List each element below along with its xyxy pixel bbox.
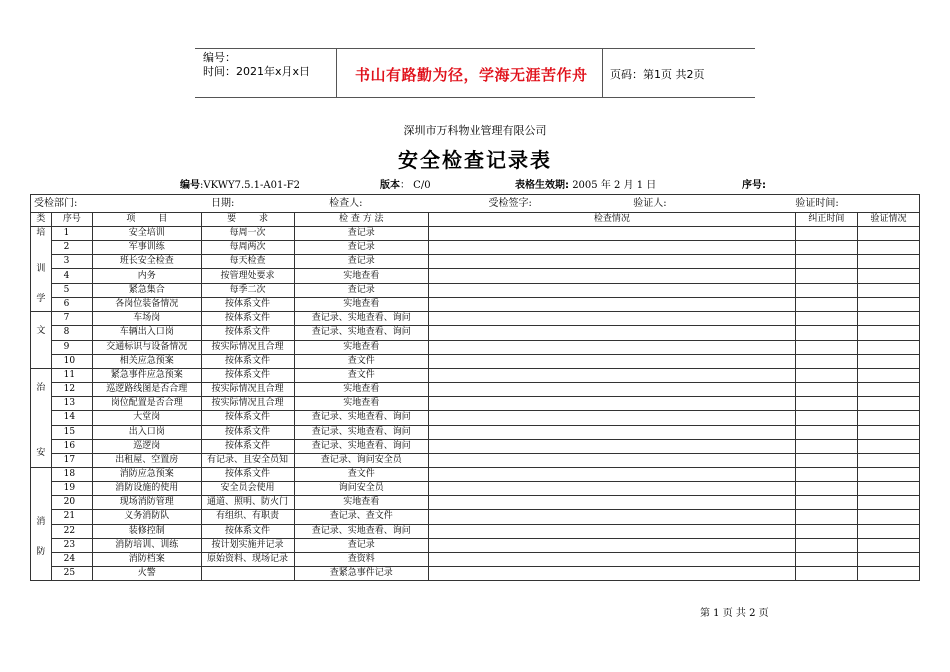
table-row	[31, 354, 920, 368]
row-requirement: 有组织、有职责	[201, 510, 294, 524]
row-requirement: 按体系文件	[201, 297, 294, 311]
row-number: 16	[51, 439, 92, 453]
inspection-table	[30, 194, 920, 581]
row-number: 24	[51, 552, 92, 566]
table-row	[31, 326, 920, 340]
row-number: 13	[51, 397, 92, 411]
table-row	[31, 439, 920, 453]
row-method: 查记录	[294, 227, 428, 241]
table-row	[31, 524, 920, 538]
category-label: 安	[36, 448, 46, 458]
row-number: 1	[51, 227, 92, 241]
row-result-cell[interactable]	[428, 255, 795, 269]
row-verify-cell[interactable]	[857, 439, 919, 453]
table-row	[31, 340, 920, 354]
row-number: 8	[51, 326, 92, 340]
row-correction-cell[interactable]	[795, 397, 857, 411]
row-requirement: 安全员会使用	[201, 482, 294, 496]
row-verify-cell[interactable]	[857, 496, 919, 510]
row-method: 查紧急事件记录	[294, 566, 428, 580]
meta-code-label: 编号	[180, 180, 200, 191]
row-requirement: 按实际情况且合理	[201, 383, 294, 397]
row-number: 5	[51, 283, 92, 297]
document-title: 安全检查记录表	[398, 148, 552, 172]
row-correction-cell[interactable]	[795, 269, 857, 283]
row-item: 车辆出入口岗	[93, 326, 202, 340]
row-result-cell[interactable]	[428, 269, 795, 283]
page-footer: 第 1 页 共 2 页	[700, 608, 769, 619]
table-row	[31, 269, 920, 283]
row-item: 火警	[93, 566, 202, 580]
row-number: 11	[51, 369, 92, 383]
table-row	[31, 510, 920, 524]
row-method: 查记录	[294, 241, 428, 255]
row-result-cell[interactable]	[428, 538, 795, 552]
row-result-cell[interactable]	[428, 552, 795, 566]
row-item: 消防档案	[93, 552, 202, 566]
row-result-cell[interactable]	[428, 510, 795, 524]
meta-version-label: 版本	[380, 180, 400, 191]
row-verify-cell[interactable]	[857, 411, 919, 425]
row-number: 22	[51, 524, 92, 538]
row-item: 岗位配置是否合理	[93, 397, 202, 411]
row-verify-cell[interactable]	[857, 383, 919, 397]
header-left	[203, 51, 310, 79]
table-body	[31, 227, 920, 581]
row-requirement: 按实际情况且合理	[201, 340, 294, 354]
row-verify-cell[interactable]	[857, 552, 919, 566]
row-correction-cell[interactable]	[795, 383, 857, 397]
table-row	[31, 552, 920, 566]
row-number: 25	[51, 566, 92, 580]
table-row	[31, 496, 920, 510]
col-header: 要 求	[201, 213, 294, 227]
row-result-cell[interactable]	[428, 397, 795, 411]
row-method: 查记录、询问安全员	[294, 453, 428, 467]
row-requirement: 按管理处要求	[201, 269, 294, 283]
row-correction-cell[interactable]	[795, 510, 857, 524]
row-result-cell[interactable]	[428, 283, 795, 297]
col-header: 项 目	[93, 213, 202, 227]
category-label: 培	[36, 228, 46, 238]
row-item: 各岗位装备情况	[93, 297, 202, 311]
category-cell	[31, 468, 52, 581]
row-verify-cell[interactable]	[857, 297, 919, 311]
row-method: 查记录	[294, 283, 428, 297]
row-method: 实地查看	[294, 496, 428, 510]
meta-effective-label: 表格生效期:	[515, 180, 569, 191]
row-item: 装修控制	[93, 524, 202, 538]
row-method: 查记录、实地查看、询问	[294, 411, 428, 425]
row-method: 实地查看	[294, 397, 428, 411]
table-row	[31, 566, 920, 580]
meta-serial	[742, 176, 766, 191]
row-number: 4	[51, 269, 92, 283]
form-info-row	[31, 195, 920, 213]
row-correction-cell[interactable]	[795, 425, 857, 439]
row-method: 实地查看	[294, 383, 428, 397]
col-header: 验证情况	[857, 213, 919, 227]
row-method: 实地查看	[294, 297, 428, 311]
row-result-cell[interactable]	[428, 439, 795, 453]
row-method: 查记录、实地查看、询问	[294, 425, 428, 439]
table-row	[31, 255, 920, 269]
table-row	[31, 297, 920, 311]
row-number: 12	[51, 383, 92, 397]
row-item: 车场岗	[93, 312, 202, 326]
table-row	[31, 411, 920, 425]
row-requirement: 每季二次	[201, 283, 294, 297]
row-correction-cell[interactable]	[795, 241, 857, 255]
row-verify-cell[interactable]	[857, 425, 919, 439]
table-row	[31, 425, 920, 439]
row-result-cell[interactable]	[428, 227, 795, 241]
row-correction-cell[interactable]	[795, 552, 857, 566]
row-item: 安全培训	[93, 227, 202, 241]
meta-version	[380, 176, 431, 191]
category-label: 训	[36, 264, 46, 274]
row-method: 查记录	[294, 538, 428, 552]
row-number: 19	[51, 482, 92, 496]
row-requirement	[201, 566, 294, 580]
row-item: 消防培训、训练	[93, 538, 202, 552]
row-correction-cell[interactable]	[795, 326, 857, 340]
row-method: 实地查看	[294, 269, 428, 283]
row-result-cell[interactable]	[428, 468, 795, 482]
row-item: 现场消防管理	[93, 496, 202, 510]
table-row	[31, 468, 920, 482]
row-verify-cell[interactable]	[857, 227, 919, 241]
category-label: 治	[36, 383, 46, 393]
meta-code	[180, 176, 300, 191]
row-method: 查记录、实地查看、询问	[294, 439, 428, 453]
row-requirement: 按体系文件	[201, 369, 294, 383]
row-correction-cell[interactable]	[795, 255, 857, 269]
row-requirement: 按体系文件	[201, 524, 294, 538]
row-number: 18	[51, 468, 92, 482]
row-requirement: 按体系文件	[201, 326, 294, 340]
row-verify-cell[interactable]	[857, 255, 919, 269]
row-item: 班长安全检查	[93, 255, 202, 269]
table-row	[31, 482, 920, 496]
row-requirement: 有记录、且安全员知	[201, 453, 294, 467]
meta-version-value: ： C/0	[400, 180, 431, 191]
row-method: 查文件	[294, 369, 428, 383]
row-item: 消防应急预案	[93, 468, 202, 482]
row-requirement: 每周一次	[201, 227, 294, 241]
row-number: 17	[51, 453, 92, 467]
row-correction-cell[interactable]	[795, 312, 857, 326]
row-number: 15	[51, 425, 92, 439]
row-method: 查记录	[294, 255, 428, 269]
sign-field: 受检签字:	[488, 198, 532, 209]
row-item: 巡逻岗	[93, 439, 202, 453]
row-correction-cell[interactable]	[795, 227, 857, 241]
row-method: 实地查看	[294, 340, 428, 354]
row-requirement: 按体系文件	[201, 411, 294, 425]
meta-serial-label: 序号:	[742, 180, 766, 191]
row-item: 军事训练	[93, 241, 202, 255]
row-correction-cell[interactable]	[795, 538, 857, 552]
meta-effective-value: 2005 年 2 月 1 日	[572, 180, 657, 191]
row-method: 查记录、实地查看、询问	[294, 326, 428, 340]
row-correction-cell[interactable]	[795, 297, 857, 311]
row-verify-cell[interactable]	[857, 482, 919, 496]
row-requirement: 原始资料、现场记录	[201, 552, 294, 566]
row-verify-cell[interactable]	[857, 283, 919, 297]
row-correction-cell[interactable]	[795, 468, 857, 482]
header-divider-2	[602, 49, 603, 97]
row-correction-cell[interactable]	[795, 566, 857, 580]
table-row	[31, 312, 920, 326]
meta-code-value: :VKWY7.5.1-A01-F2	[200, 180, 301, 191]
row-result-cell[interactable]	[428, 411, 795, 425]
row-correction-cell[interactable]	[795, 482, 857, 496]
category-label: 学	[36, 294, 46, 304]
row-correction-cell[interactable]	[795, 453, 857, 467]
header-time-label: 时间：2021年x月x日	[203, 65, 311, 78]
row-item: 紧急事件应急预案	[93, 369, 202, 383]
row-result-cell[interactable]	[428, 425, 795, 439]
row-item: 相关应急预案	[93, 354, 202, 368]
row-requirement: 每周两次	[201, 241, 294, 255]
row-result-cell[interactable]	[428, 297, 795, 311]
col-header: 检 查 方 法	[294, 213, 428, 227]
row-result-cell[interactable]	[428, 340, 795, 354]
row-method: 查记录、实地查看、询问	[294, 524, 428, 538]
row-result-cell[interactable]	[428, 383, 795, 397]
row-verify-cell[interactable]	[857, 538, 919, 552]
row-correction-cell[interactable]	[795, 283, 857, 297]
table-row	[31, 241, 920, 255]
row-requirement: 按体系文件	[201, 354, 294, 368]
col-header: 序号	[51, 213, 92, 227]
date-field: 日期:	[201, 195, 294, 213]
row-correction-cell[interactable]	[795, 369, 857, 383]
table-row	[31, 453, 920, 467]
table-row	[31, 283, 920, 297]
row-verify-cell[interactable]	[857, 566, 919, 580]
sign-verify-field	[428, 195, 795, 213]
row-item: 出租屋、空置房	[93, 453, 202, 467]
row-method: 查资料	[294, 552, 428, 566]
row-method: 查记录、实地查看、询问	[294, 312, 428, 326]
row-method: 询问安全员	[294, 482, 428, 496]
row-result-cell[interactable]	[428, 312, 795, 326]
row-item: 大堂岗	[93, 411, 202, 425]
row-result-cell[interactable]	[428, 369, 795, 383]
category-cell	[31, 312, 52, 369]
row-correction-cell[interactable]	[795, 439, 857, 453]
row-method: 查记录、查文件	[294, 510, 428, 524]
row-requirement: 按体系文件	[201, 439, 294, 453]
row-correction-cell[interactable]	[795, 496, 857, 510]
category-cell	[31, 369, 52, 468]
table-row	[31, 397, 920, 411]
row-verify-cell[interactable]	[857, 369, 919, 383]
row-correction-cell[interactable]	[795, 524, 857, 538]
row-verify-cell[interactable]	[857, 269, 919, 283]
row-requirement: 按体系文件	[201, 312, 294, 326]
row-verify-cell[interactable]	[857, 397, 919, 411]
row-item: 内务	[93, 269, 202, 283]
col-header: 类	[31, 213, 52, 227]
column-header-row	[31, 213, 920, 227]
row-number: 9	[51, 340, 92, 354]
row-number: 21	[51, 510, 92, 524]
row-result-cell[interactable]	[428, 241, 795, 255]
header-code-label: 编号：	[203, 51, 236, 64]
row-requirement: 按体系文件	[201, 468, 294, 482]
category-label: 防	[36, 547, 46, 557]
category-cell	[31, 227, 52, 312]
row-result-cell[interactable]	[428, 326, 795, 340]
row-method: 查文件	[294, 354, 428, 368]
row-result-cell[interactable]	[428, 524, 795, 538]
row-requirement: 按实际情况且合理	[201, 397, 294, 411]
row-requirement: 按计划实施并记录	[201, 538, 294, 552]
page-header	[195, 48, 755, 98]
header-motto: 书山有路勤为径，学海无涯苦作舟	[355, 66, 588, 84]
row-verify-cell[interactable]	[857, 510, 919, 524]
row-correction-cell[interactable]	[795, 340, 857, 354]
col-header: 检查情况	[428, 213, 795, 227]
row-result-cell[interactable]	[428, 482, 795, 496]
row-item: 义务消防队	[93, 510, 202, 524]
row-item: 紧急集合	[93, 283, 202, 297]
row-number: 20	[51, 496, 92, 510]
header-page-label: 页码：第1页 共2页	[610, 68, 705, 81]
row-result-cell[interactable]	[428, 453, 795, 467]
row-verify-cell[interactable]	[857, 354, 919, 368]
row-number: 14	[51, 411, 92, 425]
row-verify-cell[interactable]	[857, 340, 919, 354]
inspector-field: 检查人:	[294, 195, 428, 213]
row-correction-cell[interactable]	[795, 411, 857, 425]
row-requirement: 按体系文件	[201, 425, 294, 439]
row-result-cell[interactable]	[428, 496, 795, 510]
row-verify-cell[interactable]	[857, 326, 919, 340]
category-label: 消	[36, 517, 46, 527]
row-requirement: 通道、照明、防火门	[201, 496, 294, 510]
meta-effective	[515, 176, 656, 191]
row-verify-cell[interactable]	[857, 241, 919, 255]
dept-field: 受检部门:	[31, 195, 202, 213]
row-requirement: 每天检查	[201, 255, 294, 269]
row-verify-cell[interactable]	[857, 524, 919, 538]
table-row	[31, 383, 920, 397]
row-item: 巡逻路线图是否合理	[93, 383, 202, 397]
verifier-field: 验证人:	[633, 198, 667, 209]
row-verify-cell[interactable]	[857, 312, 919, 326]
row-result-cell[interactable]	[428, 566, 795, 580]
table-row	[31, 538, 920, 552]
row-result-cell[interactable]	[428, 354, 795, 368]
row-number: 23	[51, 538, 92, 552]
row-number: 7	[51, 312, 92, 326]
row-item: 消防设施的使用	[93, 482, 202, 496]
row-number: 3	[51, 255, 92, 269]
category-label: 文	[36, 326, 46, 336]
row-verify-cell[interactable]	[857, 453, 919, 467]
row-number: 6	[51, 297, 92, 311]
row-correction-cell[interactable]	[795, 354, 857, 368]
table-row	[31, 227, 920, 241]
verify-time-field: 验证时间:	[795, 195, 919, 213]
row-item: 交通标识与设备情况	[93, 340, 202, 354]
row-method: 查文件	[294, 468, 428, 482]
company-name: 深圳市万科物业管理有限公司	[403, 124, 547, 137]
row-item: 出入口岗	[93, 425, 202, 439]
row-number: 10	[51, 354, 92, 368]
table-row	[31, 369, 920, 383]
col-header: 纠正时间	[795, 213, 857, 227]
row-number: 2	[51, 241, 92, 255]
row-verify-cell[interactable]	[857, 468, 919, 482]
